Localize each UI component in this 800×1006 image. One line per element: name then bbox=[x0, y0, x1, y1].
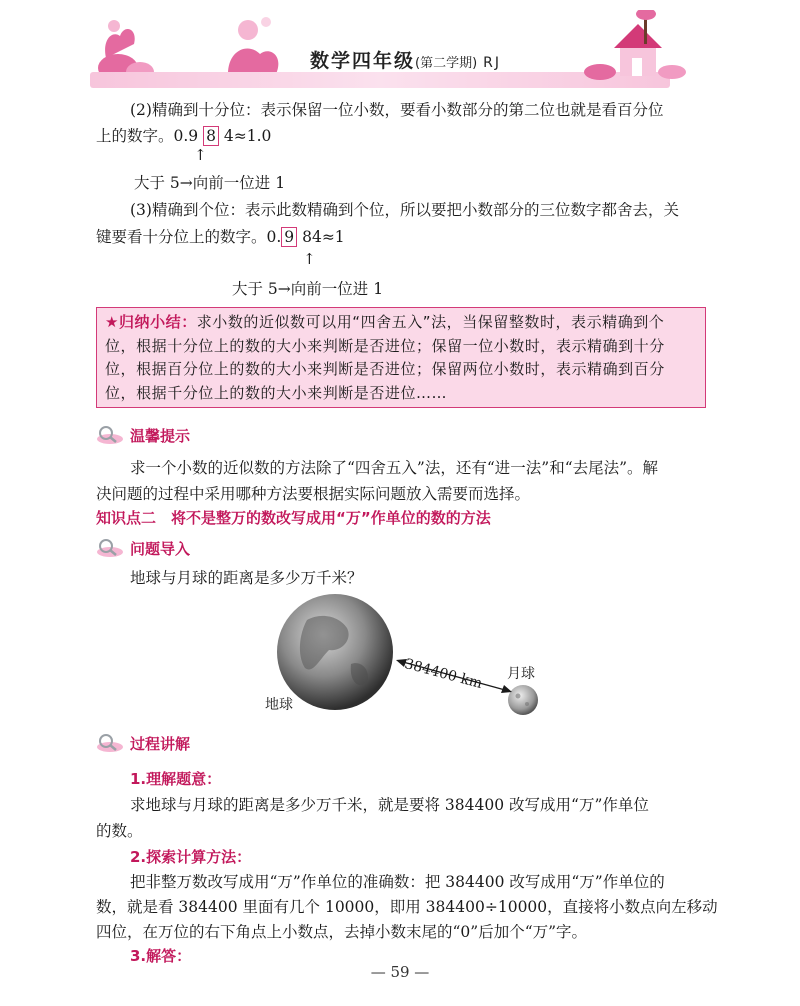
process-heading-text: 过程讲解 bbox=[130, 734, 191, 753]
book-title: 数学四年级 bbox=[310, 50, 416, 72]
intro-question: 地球与月球的距离是多少万千米？ bbox=[130, 569, 363, 587]
step1-line1: 求地球与月球的距离是多少万千米，就是要将 384400 改写成用“万”作单位 bbox=[130, 796, 649, 814]
step2-line2: 数，就是看 384400 里面有几个 10000，即用 384400÷10000，直接将小数点向左移动 bbox=[96, 898, 718, 916]
knowledge-point-title: 知识点二 将不是整万的数改写成用“万”作单位的数的方法 bbox=[96, 509, 491, 527]
part2-prefix: 上的数字。0.9 bbox=[96, 127, 204, 145]
summary-text-1: 求小数的近似数可以用“四舍五入”法，当保留整数时，表示精确到个 bbox=[196, 313, 665, 331]
process-heading bbox=[96, 731, 190, 755]
part3-prefix: 键要看十分位上的数字。0. bbox=[96, 228, 282, 246]
part3-line2 bbox=[96, 226, 345, 248]
highlight-digit-box: 9 bbox=[281, 227, 297, 247]
tip-heading bbox=[96, 423, 190, 447]
arrow-right-icon bbox=[501, 685, 512, 693]
intro-heading-text: 问题导入 bbox=[130, 539, 191, 558]
part2-line1: (2)精确到十分位：表示保留一位小数，要看小数部分的第二位也就是看百分位 bbox=[130, 101, 664, 119]
page-number: — 59 — bbox=[370, 963, 430, 981]
earth-moon-illustration bbox=[255, 590, 555, 720]
intro-heading bbox=[96, 536, 190, 560]
part3-suffix: 84≈1 bbox=[297, 228, 345, 246]
step2-line1: 把非整万数改写成用“万”作单位的准确数：把 384400 改写成用“万”作单位的 bbox=[130, 873, 665, 891]
step3-label: 3.解答： bbox=[130, 947, 192, 965]
moon-label: 月球 bbox=[507, 666, 535, 682]
summary-line-2: 位，根据十分位上的数的大小来判断是否进位；保留一位小数时，表示精确到十分 bbox=[105, 336, 665, 355]
part2-line2 bbox=[96, 125, 271, 147]
step2-label: 2.探索计算方法： bbox=[130, 848, 252, 866]
magnifier-icon bbox=[96, 536, 126, 560]
book-term: (第二学期) bbox=[415, 56, 478, 71]
book-edition: RJ bbox=[483, 55, 502, 71]
step1-label: 1.理解题意： bbox=[130, 770, 222, 788]
summary-line-1 bbox=[105, 311, 697, 335]
part2-note: 大于 5→向前一位进 1 bbox=[134, 174, 286, 192]
tip-line1: 求一个小数的近似数的方法除了“四舍五入”法，还有“进一法”和“去尾法”。解 bbox=[130, 459, 659, 477]
distance-label: 384400 km bbox=[402, 656, 484, 693]
highlight-digit-box: 8 bbox=[203, 126, 219, 146]
page-title bbox=[310, 46, 501, 73]
earth-label: 地球 bbox=[265, 697, 293, 713]
step1-line2: 的数。 bbox=[96, 822, 143, 840]
part3-note: 大于 5→向前一位进 1 bbox=[232, 280, 384, 298]
step2-line3: 四位，在万位的右下角点上小数点，去掉小数末尾的“0”后加个“万”字。 bbox=[96, 923, 588, 941]
moon-icon bbox=[508, 685, 538, 715]
page-header bbox=[0, 0, 800, 92]
arrow-up-icon: ↑ bbox=[194, 146, 207, 164]
part2-suffix: 4≈1.0 bbox=[218, 127, 272, 145]
arrow-up-icon: ↑ bbox=[303, 250, 316, 268]
tip-heading-text: 温馨提示 bbox=[130, 426, 191, 445]
summary-line-4: 位，根据千分位上的数的大小来判断是否进位…… bbox=[105, 383, 448, 402]
magnifier-icon bbox=[96, 423, 126, 447]
summary-line-3: 位，根据百分位上的数的大小来判断是否进位；保留两位小数时，表示精确到百分 bbox=[105, 360, 665, 378]
magnifier-icon bbox=[96, 731, 126, 755]
summary-label: ★归纳小结： bbox=[105, 313, 197, 331]
tip-line2: 决问题的过程中采用哪种方法要根据实际问题放入需要而选择。 bbox=[96, 485, 531, 503]
earth-moon-figure bbox=[255, 590, 555, 720]
earth-icon bbox=[277, 594, 393, 710]
decor-house-icon bbox=[580, 10, 690, 85]
part3-line1: (3)精确到个位：表示此数精确到个位，所以要把小数部分的三位数字都舍去，关 bbox=[130, 201, 679, 219]
summary-box bbox=[96, 307, 706, 408]
